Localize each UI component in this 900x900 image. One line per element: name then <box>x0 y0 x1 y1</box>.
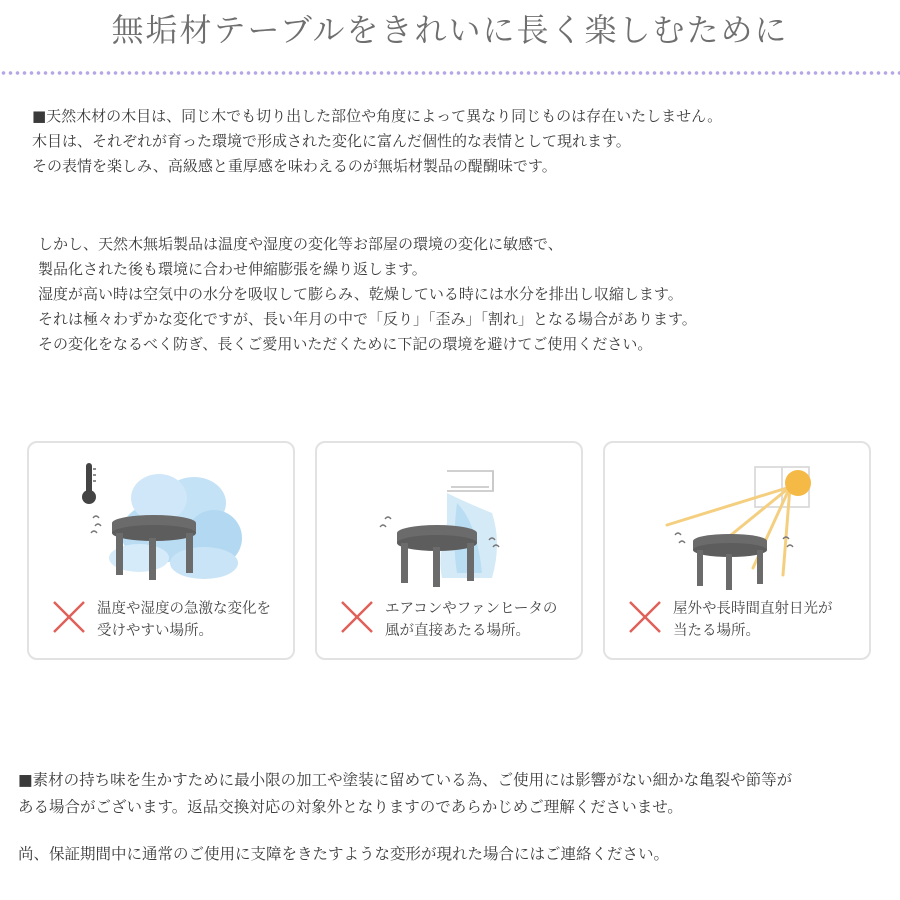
x-mark-icon <box>51 599 87 635</box>
x-mark-icon <box>627 599 663 635</box>
caption-line: 風が直接あたる場所。 <box>385 623 530 639</box>
text-line: 湿度が高い時は空気中の水分を吸収して膨らみ、乾燥している時には水分を排出し収縮します。 <box>38 285 683 303</box>
warning-card-air-conditioner <box>315 441 583 660</box>
thermometer-humidity-cloud-table-icon <box>29 443 293 593</box>
card-caption <box>673 598 833 642</box>
air-conditioner-icon <box>447 471 493 491</box>
thermometer-icon <box>82 463 96 504</box>
caption-line: 当たる場所。 <box>673 623 760 639</box>
card-caption <box>97 598 271 642</box>
caption-line: 受けやすい場所。 <box>97 623 213 639</box>
x-mark-icon <box>339 599 375 635</box>
footer-note-2: 尚、保証期間中に通常のご使用に支障をきたすような変形が現れた場合にはご連絡ください。 <box>18 845 670 863</box>
caption-line: 温度や湿度の急激な変化を <box>97 601 271 617</box>
caption-line: 屋外や長時間直射日光が <box>673 601 833 617</box>
footer-note-1 <box>18 767 792 821</box>
warning-card-humidity <box>27 441 295 660</box>
droplet-marks <box>91 516 101 533</box>
text-line: その変化をなるべく防ぎ、長くご愛用いただくために下記の環境を避けてご使用ください。 <box>38 335 653 353</box>
page-title: 無垢材テーブルをきれいに長く楽しむために <box>111 11 789 49</box>
caption-line: エアコンやファンヒータの <box>385 601 558 617</box>
intro-paragraph-2 <box>38 232 697 357</box>
text-line: しかし、天然木無垢製品は温度や湿度の変化等お部屋の環境の変化に敏感で、 <box>38 235 563 253</box>
text-line: その表情を楽しみ、高級感と重厚感を味わえるのが無垢材製品の醍醐味です。 <box>32 157 557 175</box>
card-caption <box>385 598 557 642</box>
warning-card-sunlight <box>603 441 871 660</box>
text-line: ある場合がございます。返品交換対応の対象外となりますのであらかじめご理解くださいませ。 <box>18 798 683 816</box>
air-conditioner-wind-table-icon <box>317 443 581 593</box>
text-line: ■天然木材の木目は、同じ木でも切り出した部位や角度によって異なり同じものは存在いたしません。 <box>32 107 723 125</box>
sun-icon <box>785 470 811 496</box>
sun-through-window-table-icon <box>605 443 869 593</box>
text-line: それは極々わずかな変化ですが、長い年月の中で「反り」「歪み」「割れ」となる場合があります。 <box>38 310 697 328</box>
text-line: ■素材の持ち味を生かすために最小限の加工や塗装に留めている為、ご使用には影響がない細かな亀裂や節等が <box>18 771 793 789</box>
dotted-divider <box>0 70 900 76</box>
text-line: 製品化された後も環境に合わせ伸縮膨張を繰り返します。 <box>38 260 427 278</box>
text-line: 木目は、それぞれが育った環境で形成された変化に富んだ個性的な表情として現れます。 <box>32 132 631 150</box>
intro-paragraph-1 <box>32 104 722 179</box>
